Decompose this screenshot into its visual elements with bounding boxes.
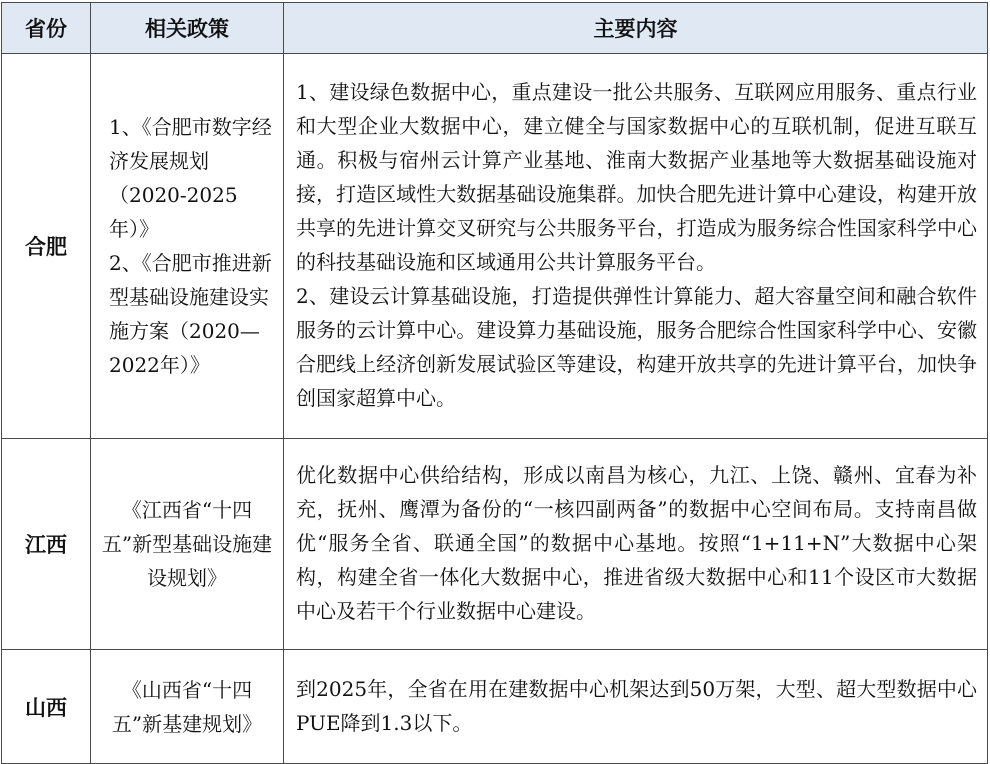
table-row <box>2 54 988 439</box>
table-row <box>2 650 988 764</box>
policy-item: 《山西省“十四五”新基建规划》 <box>111 677 263 736</box>
table-row <box>2 439 988 650</box>
table-header-row <box>2 3 988 54</box>
header-province: 省份 <box>2 3 91 54</box>
policy-item: 1、《合肥市数字经济发展规划（2020-2025年）》 <box>109 115 272 241</box>
content-cell <box>284 54 988 439</box>
policy-item: 2、《合肥市推进新型基础设施建设实施方案（2020—2022年）》 <box>109 251 272 377</box>
content-paragraph: 优化数据中心供给结构，形成以南昌为核心，九江、上饶、赣州、宜春为补充，抚州、鹰潭为备份的“一核四副两备”的数据中心空间布局。支持南昌做优“服务全省、联通全国”的数据中心基地。按照“1+11+N”大数据中心架构，构建全省一体化大数据中心，推进省级大数据中心和11个设区市大数据中心及若干个行业数据中心建设。 <box>296 463 977 623</box>
policy-item: 《江西省“十四五”新型基础设施建设规划》 <box>101 498 273 590</box>
header-policy: 相关政策 <box>91 3 284 54</box>
province-cell: 山西 <box>2 650 91 764</box>
header-content: 主要内容 <box>284 3 988 54</box>
policy-cell <box>91 54 284 439</box>
policy-table <box>1 2 988 764</box>
content-paragraph: 2、建设云计算基础设施，打造提供弹性计算能力、超大容量空间和融合软件服务的云计算中心。建设算力基础设施，服务合肥综合性国家科学中心、安徽合肥线上经济创新发展试验区等建设，构建开放共享的先进计算平台，加快争创国家超算中心。 <box>296 284 977 410</box>
policy-cell <box>91 439 284 650</box>
policy-cell <box>91 650 284 764</box>
content-paragraph: 1、建设绿色数据中心，重点建设一批公共服务、互联网应用服务、重点行业和大型企业大数据中心，建立健全与国家数据中心的互联机制，促进互联互通。积极与宿州云计算产业基地、淮南大数据产业基地等大数据基础设施对接，打造区域性大数据基础设施集群。加快合肥先进计算中心建设，构建开放共享的先进计算交叉研究与公共服务平台，打造成为服务综合性国家科学中心的科技基础设施和区域通用公共计算服务平台。 <box>296 80 977 274</box>
province-cell: 合肥 <box>2 54 91 439</box>
content-cell <box>284 650 988 764</box>
content-paragraph: 到2025年，全省在用在建数据中心机架达到50万架，大型、超大型数据中心PUE降到1.3以下。 <box>296 676 977 735</box>
content-cell <box>284 439 988 650</box>
province-cell: 江西 <box>2 439 91 650</box>
